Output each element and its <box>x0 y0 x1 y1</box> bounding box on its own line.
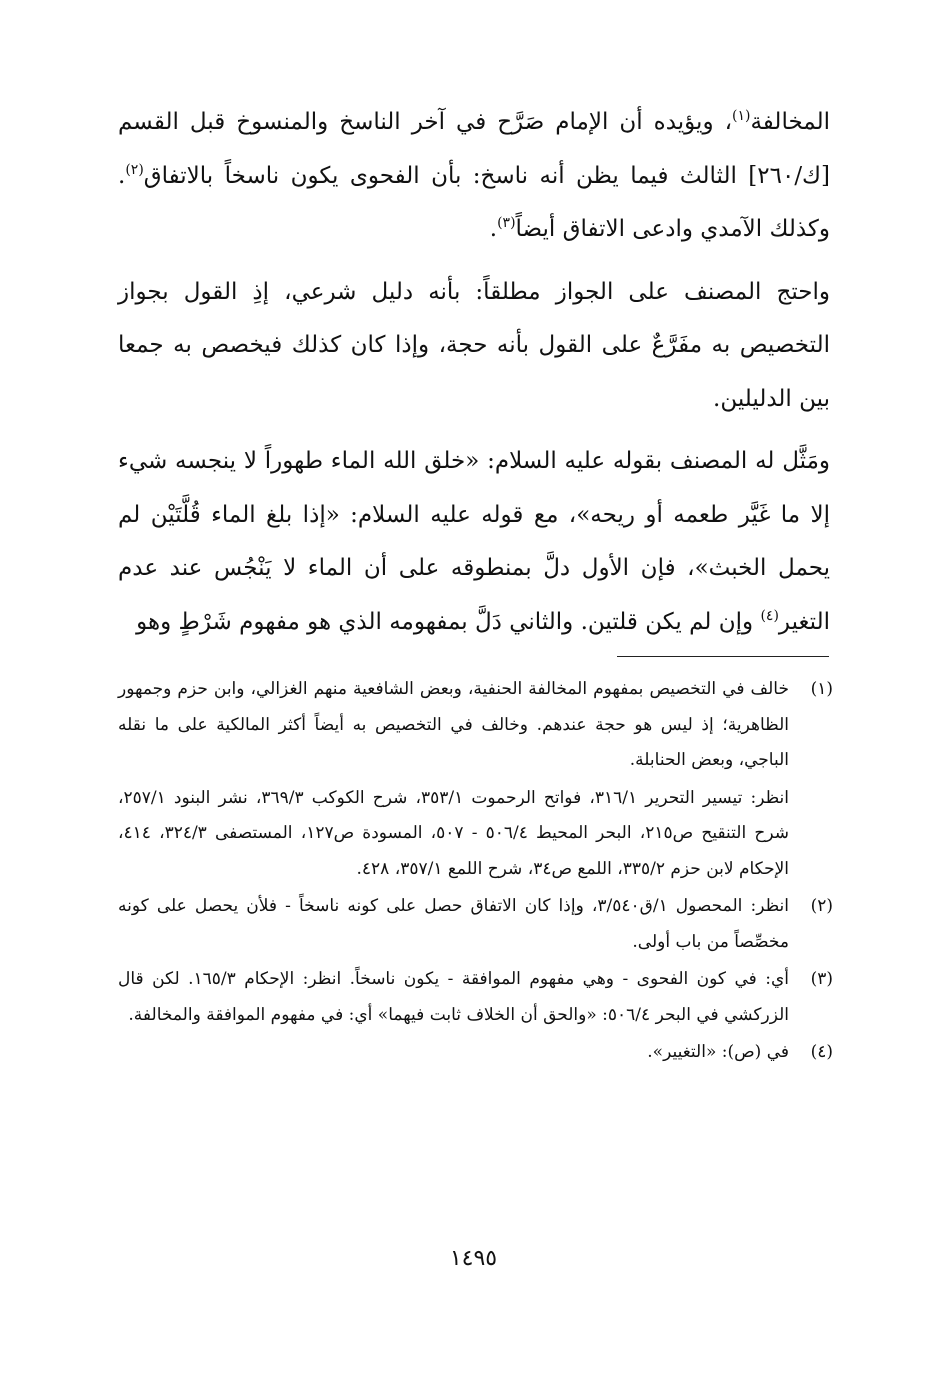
footnote-separator <box>617 656 829 657</box>
footnote-text: في (ص): «التغيير». <box>647 1042 789 1062</box>
paragraph-2: واحتج المصنف على الجواز مطلقاً: بأنه دليل شرعي، إذِ القول بجواز التخصيص به مفَرَّعٌ على القول بأنه حجة، وإذا كان كذلك فيخصص به جمعا بين الدليلين. <box>118 278 830 412</box>
paragraph-3-text-a: ومَثَّل له المصنف بقوله عليه السلام: «خلق الله الماء طهوراً لا ينجسه شيء إلا ما غَيَّر طعمه أو ريحه»، مع قوله عليه السلام: «إذا بلغ الماء قُلَّتَيْن لم يحمل الخبث»، فإن الأول دلَّ بمنطوقه على أن الماء لا يَنْجُس عند عدم التغير <box>118 448 830 635</box>
footnote-ref-3[interactable]: (٣) <box>497 215 516 231</box>
footnote-references: انظر: تيسير التحرير ٣١٦/١، فواتح الرحموت ٣٥٣/١، شرح الكوكب ٣٦٩/٣، نشر البنود ٢٥٧/١، شرح التنقيح ص٢١٥، البحر المحيط ٥٠٦/٤ - ٥٠٧، المسودة ص١٢٧، المستصفى ٣٢٤/٣، ٤١٤، الإحكام لابن حزم ٣٣٥/٢، اللمع ص٣٤، شرح اللمع ٣٥٧/١، ٤٢٨. <box>118 787 789 879</box>
footnote-4 <box>118 1035 833 1071</box>
footnote-1 <box>118 672 833 887</box>
footnotes <box>118 672 833 1071</box>
footnote-text: خالف في التخصيص بمفهوم المخالفة الحنفية، وبعض الشافعية منهم الغزالي، وابن حزم وجمهور الظاهرية؛ إذ ليس هو حجة عندهم. وخالف في التخصيص به أيضاً أكثر المالكية على ما نقله الباجي، وبعض الحنابلة. <box>118 679 789 770</box>
footnote-ref-4[interactable]: (٤) <box>760 607 779 624</box>
footnote-ref-2[interactable]: (٢) <box>125 161 144 178</box>
footnote-text: أي: في كون الفحوى - وهي مفهوم الموافقة - يكون ناسخاً. انظر: الإحكام ١٦٥/٣. لكن قال الزركشي في البحر ٥٠٦/٤: «والحق أن الخلاف ثابت فيهما» أي: في مفهوم الموافقة والمخالفة. <box>118 969 789 1025</box>
paragraph-1-text-d: . <box>489 216 498 242</box>
footnote-ref-1[interactable]: (١) <box>732 108 751 124</box>
footnote-3 <box>118 962 833 1033</box>
paragraph-3-text-b: وإن لم يكن قلتين. والثاني دَلَّ بمفهومه الذي هو مفهوم شَرْطٍ وهو <box>136 608 761 635</box>
footnote-number: (١) <box>810 679 833 699</box>
paragraph-1-text-c: . وكذلك الآمدي وادعى الاتفاق أيضاً <box>118 162 830 242</box>
footnote-2 <box>118 889 833 960</box>
page-number: ١٤٩٥ <box>449 1246 498 1271</box>
paragraph-1-text-a: المخالفة <box>750 109 830 135</box>
main-text <box>118 96 830 649</box>
footnote-number: (٤) <box>810 1042 833 1062</box>
footnote-text: انظر: المحصول ١/ق٣/٥٤٠، وإذا كان الاتفاق حصل على كونه ناسخاً - فلأن يحصل على كونه مخصِّصاً من باب أولى. <box>118 896 789 952</box>
footnote-number: (٢) <box>810 896 833 916</box>
footnote-number: (٣) <box>810 969 833 989</box>
paragraph-3 <box>118 435 830 649</box>
paragraph-1-text-b: ، ويؤيده أن الإمام صَرَّح في آخر الناسخ والمنسوخ قبل القسم [ك/٢٦٠] الثالث فيما يظن أنه ناسخ: بأن الفحوى يكون ناسخاً بالاتفاق <box>118 109 830 189</box>
paragraph-1 <box>118 96 830 257</box>
